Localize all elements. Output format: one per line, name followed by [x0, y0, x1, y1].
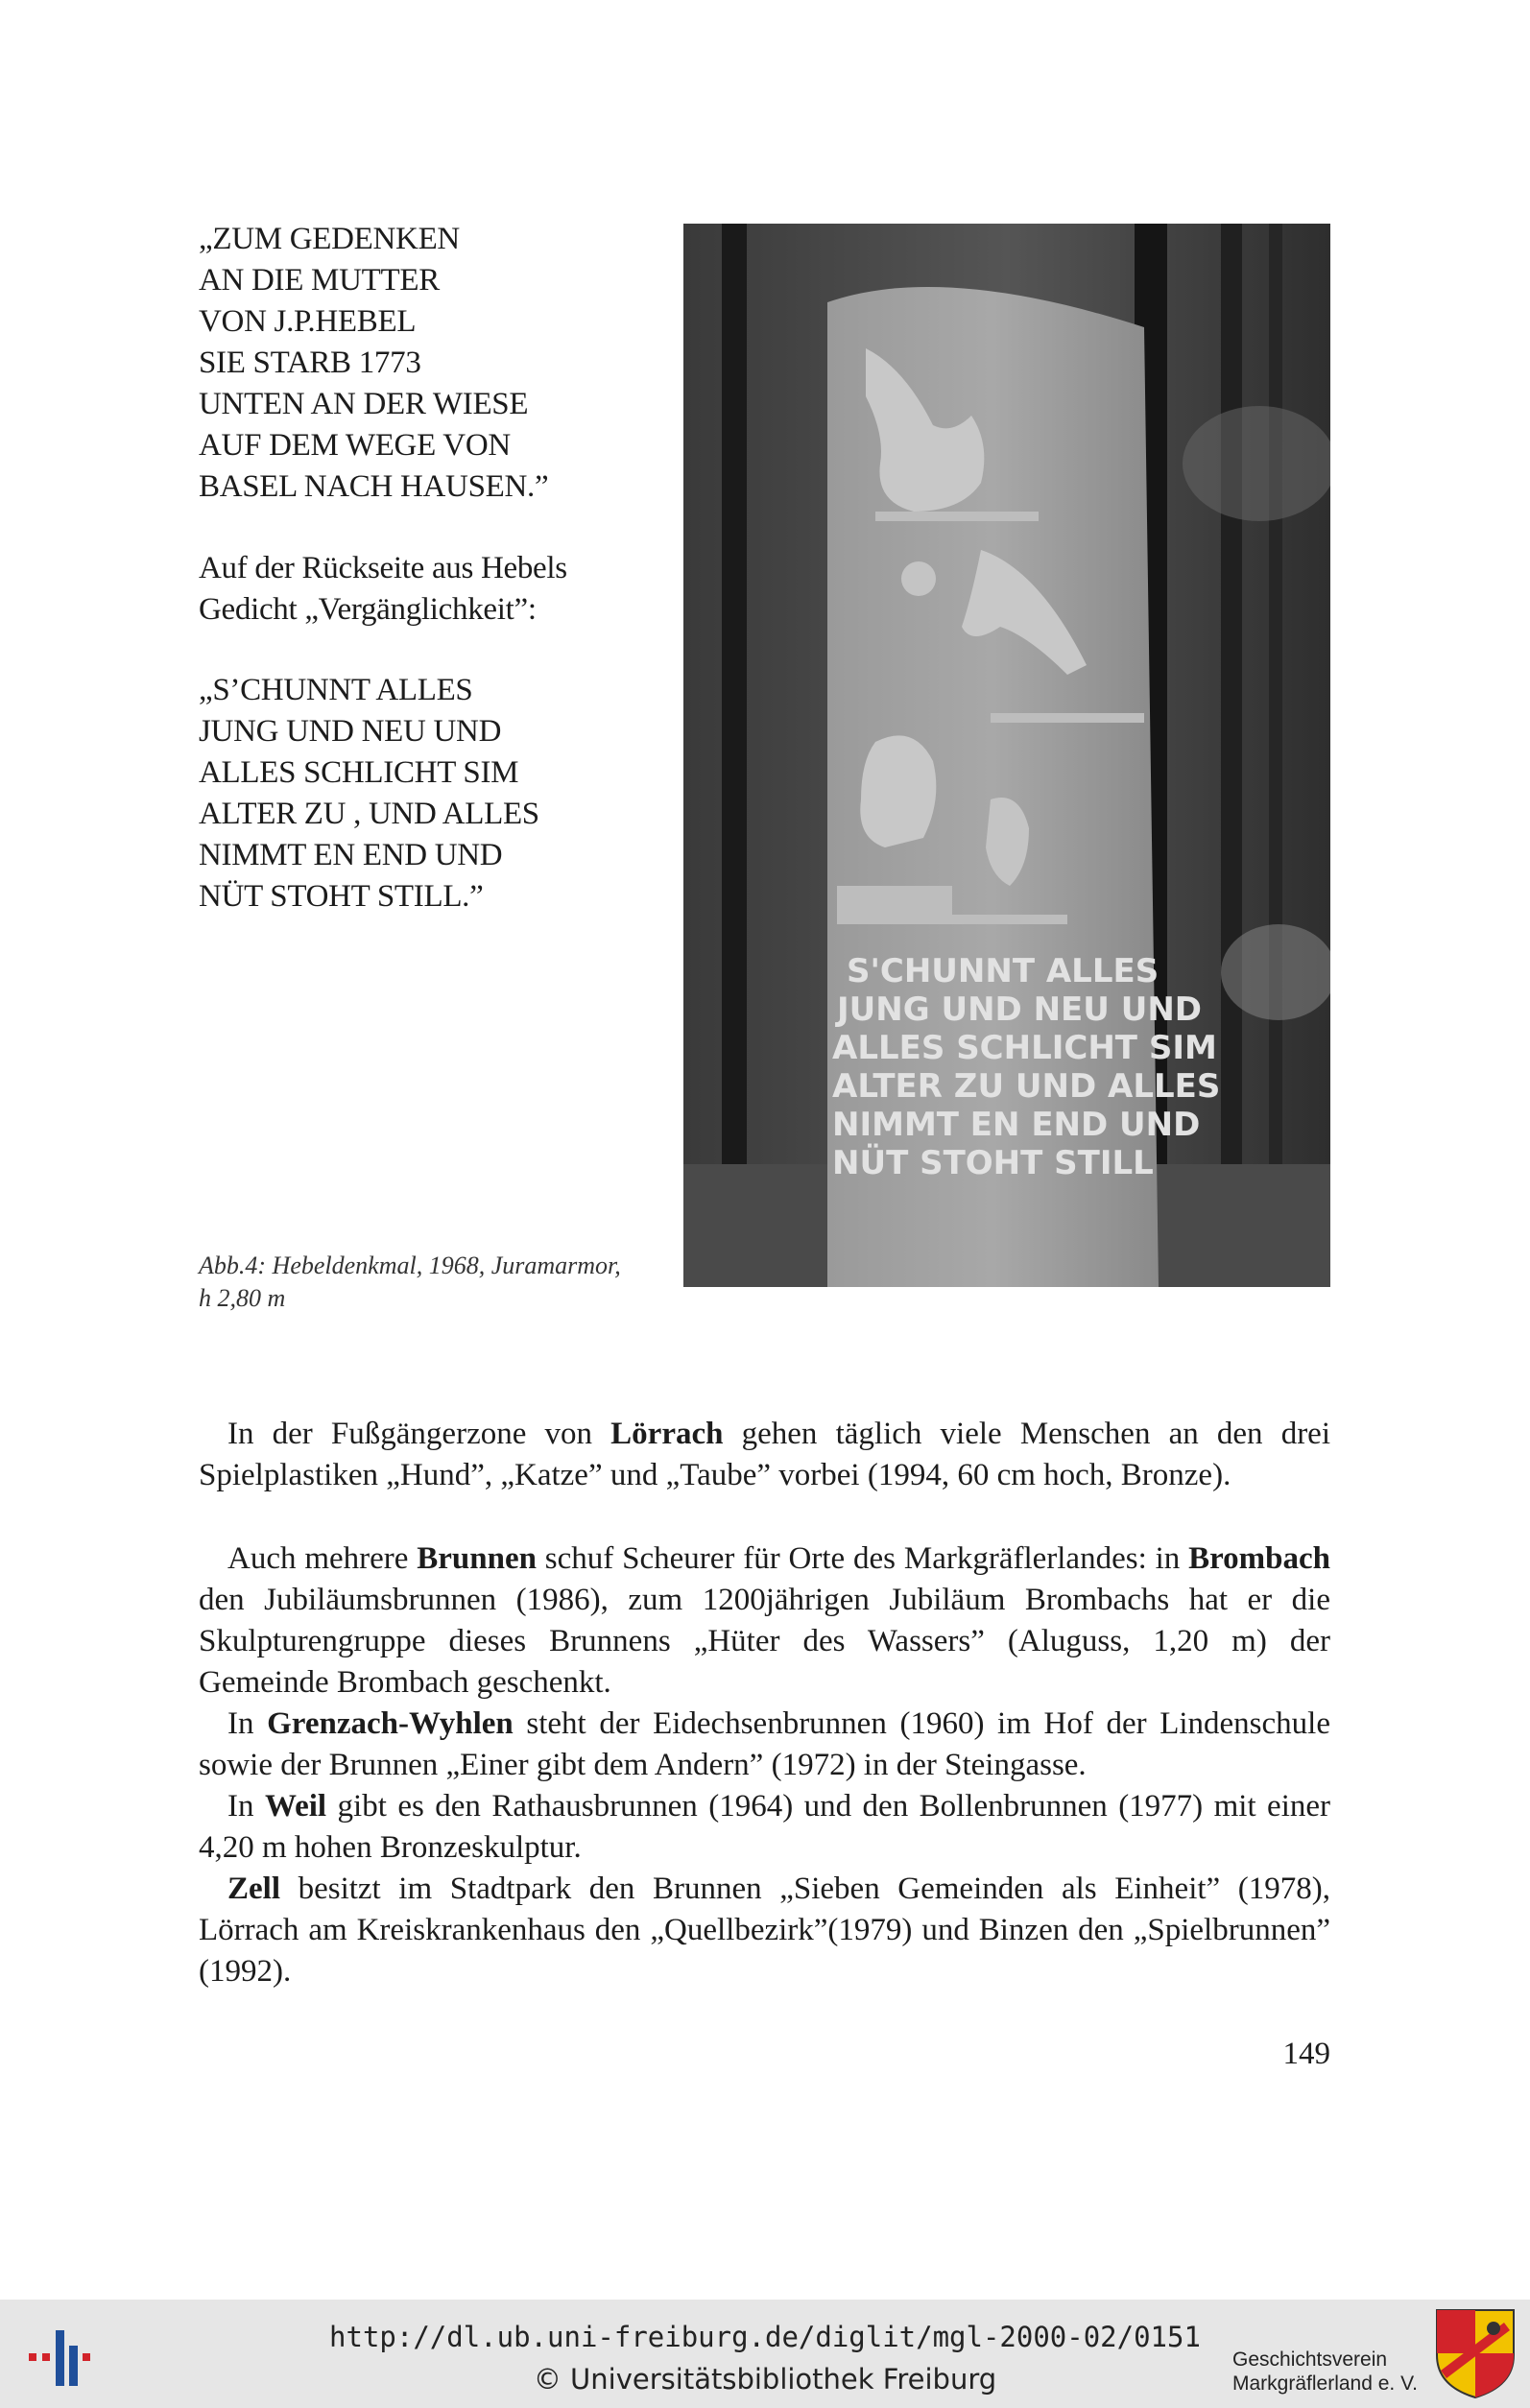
carved-text-line: S'CHUNNT ALLES	[847, 952, 1159, 990]
document-url-link[interactable]: http://dl.ub.uni-freiburg.de/diglit/mgl-2000-02/0151	[329, 2321, 1201, 2353]
place-name: Grenzach-Wyhlen	[267, 1706, 514, 1741]
caption-line-2: h 2,80 m	[199, 1284, 286, 1312]
page-number: 149	[1282, 2037, 1330, 2071]
carved-text-line: ALTER ZU UND ALLES	[832, 1067, 1221, 1106]
place-name: Weil	[264, 1789, 327, 1824]
inscription-text-1: „ZUM GEDENKEN AN DIE MUTTER VON J.P.HEBEL SIE STARB 1773 UNTEN AN DER WIESE AUF DEM WEGE VON BASEL NACH HAUSEN.”	[199, 222, 549, 504]
caption-line-1: Abb.4: Hebeldenkmal, 1968, Juramarmor,	[199, 1252, 621, 1279]
carved-text-line: NÜT STOHT STILL	[832, 1144, 1154, 1182]
carved-text-line: ALLES SCHLICHT SIM	[832, 1029, 1217, 1067]
monument-photo	[683, 224, 1330, 1287]
paragraph-brunnen: Auch mehrere Brunnen schuf Scheurer für Orte des Markgräflerlandes: in Brombach den Jubiläumsbrunnen (1986), zum 1200jährigen Jubiläum Brombachs hat er die Skulpturengruppe dieses Brunnens „Hüter des Wassers” (Aluguss, 1,20 m) der Gemeinde Brombach geschenkt. In Grenzach-Wyhlen steht der Eidechsenbrunnen (1960) im Hof der Lindenschule sowie der Brunnen „Einer gibt dem Andern” (1972) in der Steingasse. In Weil gibt es den Rathausbrunnen (1964) und den Bollenbrunnen (1977) mit einer 4,20 m hohen Bronzeskulptur. Zell besitzt im Stadtpark den Brunnen „Sieben Gemeinden als Einheit” (1978), Lörrach am Kreiskrankenhaus den „Quellbezirk”(1979) und Binzen den „Spielbrunnen” (1992).	[199, 1541, 1330, 1989]
copyright-notice: © Universitätsbibliothek Freiburg	[533, 2363, 997, 2396]
coat-of-arms-icon	[1434, 2307, 1517, 2399]
figure-caption	[199, 1250, 621, 1315]
place-name: Zell	[227, 1872, 280, 1906]
verein-name: Geschichtsverein Markgräflerland e. V.	[1232, 2348, 1418, 2395]
paragraph-loerrach: In der Fußgängerzone von Lörrach gehen täglich viele Menschen an den drei Spielplastiken „Hund”, „Katze” und „Taube” vorbei (1994, 60 cm hoch, Bronze).	[199, 1417, 1330, 1492]
footer-bar	[0, 2300, 1530, 2408]
place-name: Lörrach	[610, 1417, 724, 1451]
keyword: Brunnen	[417, 1541, 537, 1576]
carved-text-line: JUNG UND NEU UND	[837, 990, 1202, 1029]
inscription-text-2: „S’CHUNNT ALLES JUNG UND NEU UND ALLES SCHLICHT SIM ALTER ZU , UND ALLES NIMMT EN END UND NÜT STOHT STILL.”	[199, 673, 539, 914]
place-name: Brombach	[1188, 1541, 1330, 1576]
carved-text-line: NIMMT EN END UND	[832, 1106, 1201, 1144]
intro-text: Auf der Rückseite aus Hebels Gedicht „Vergänglichkeit”:	[199, 551, 567, 627]
